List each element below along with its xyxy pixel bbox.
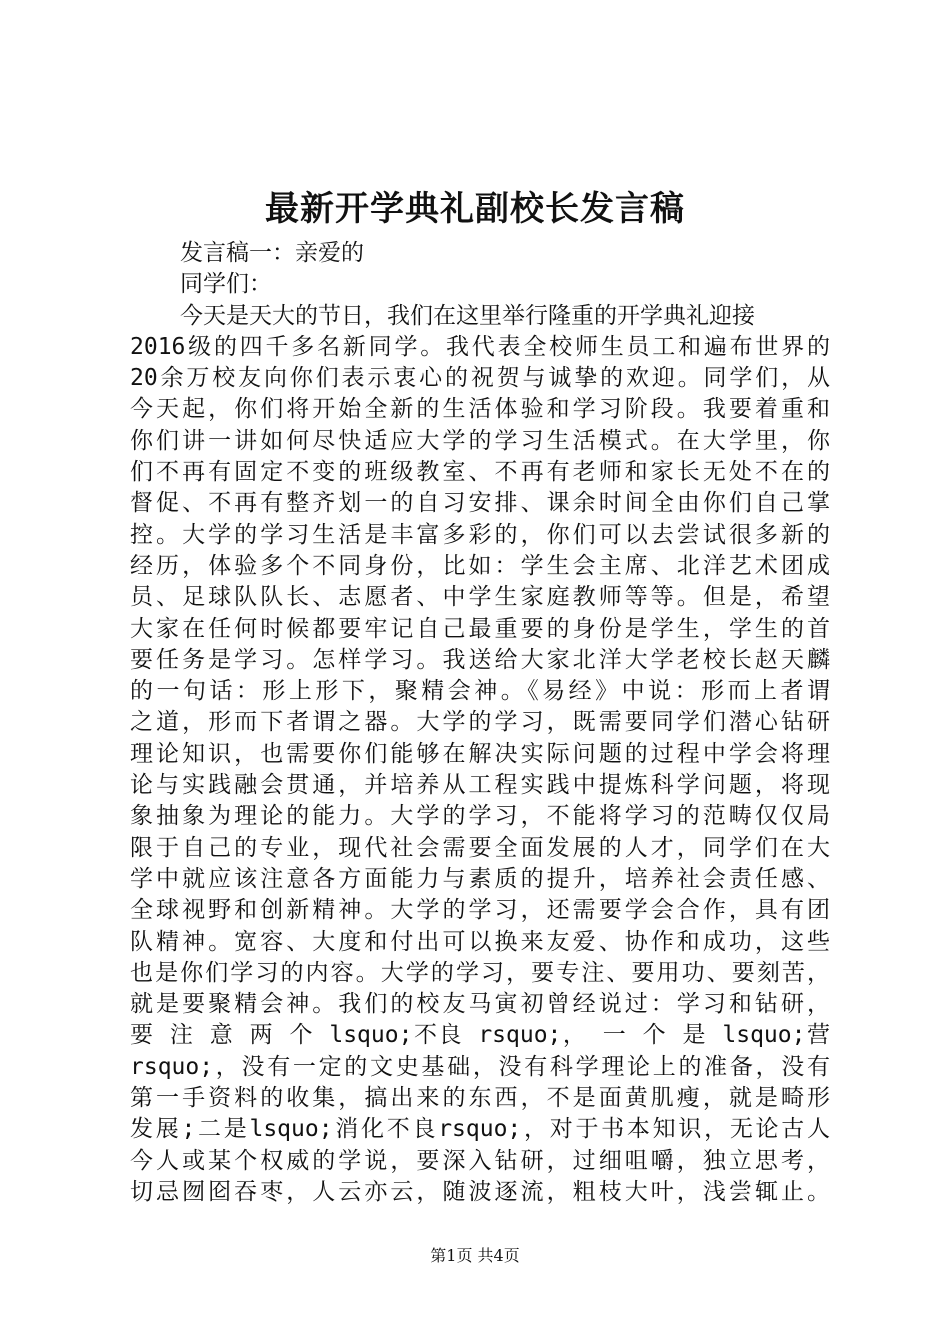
document-title: 最新开学典礼副校长发言稿 bbox=[265, 189, 685, 229]
text-line: 队精神。宽容、大度和付出可以换来友爱、协作和成功，这些 bbox=[130, 928, 830, 955]
text-line: 控。大学的学习生活是丰富多彩的，你们可以去尝试很多新的 bbox=[130, 521, 830, 548]
text-line: 就是要聚精会神。我们的校友马寅初曾经说过：学习和钻研， bbox=[130, 991, 830, 1018]
text-line: 要 注 意 两 个 lsquo;不良 rsquo;， 一 个 是 lsquo;营 bbox=[130, 1022, 830, 1049]
text-line: 切忌囫囵吞枣，人云亦云，随波逐流，粗枝大叶，浅尝辄止。 bbox=[130, 1178, 830, 1205]
text-line: 同学们： bbox=[180, 271, 272, 298]
text-line: 们不再有固定不变的班级教室、不再有老师和家长无处不在的 bbox=[130, 459, 830, 486]
text-line: 今天是天大的节日，我们在这里举行隆重的开学典礼迎接 bbox=[180, 302, 755, 329]
text-line: rsquo;，没有一定的文史基础，没有科学理论上的准备，没有 bbox=[130, 1053, 830, 1080]
text-line: 大家在任何时候都要牢记自己最重要的身份是学生，学生的首 bbox=[130, 615, 830, 642]
text-line: 要任务是学习。怎样学习。我送给大家北洋大学老校长赵天麟 bbox=[130, 646, 830, 673]
text-line: 理论知识，也需要你们能够在解决实际问题的过程中学会将理 bbox=[130, 740, 830, 767]
text-line: 的一句话：形上形下，聚精会神。《易经》中说：形而上者谓 bbox=[130, 678, 830, 705]
text-line: 20余万校友向你们表示衷心的祝贺与诚挚的欢迎。同学们，从 bbox=[130, 365, 830, 392]
text-line: 发展;二是lsquo;消化不良rsquo;，对于书本知识，无论古人 bbox=[130, 1116, 830, 1143]
text-line: 限于自己的专业，现代社会需要全面发展的人才，同学们在大 bbox=[130, 834, 830, 861]
text-line: 你们讲一讲如何尽快适应大学的学习生活模式。在大学里，你 bbox=[130, 427, 830, 454]
text-line: 经历，体验多个不同身份，比如：学生会主席、北洋艺术团成 bbox=[130, 552, 830, 579]
text-line: 督促、不再有整齐划一的自习安排、课余时间全由你们自己掌 bbox=[130, 490, 830, 517]
text-line: 员、足球队队长、志愿者、中学生家庭教师等等。但是，希望 bbox=[130, 584, 830, 611]
text-line: 第一手资料的收集，搞出来的东西，不是面黄肌瘦，就是畸形 bbox=[130, 1085, 830, 1112]
text-line: 全球视野和创新精神。大学的学习，还需要学会合作，具有团 bbox=[130, 897, 830, 924]
text-line: 今人或某个权威的学说，要深入钻研，过细咀嚼，独立思考， bbox=[130, 1147, 830, 1174]
text-line: 论与实践融会贯通，并培养从工程实践中提炼科学问题，将现 bbox=[130, 772, 830, 799]
text-line: 也是你们学习的内容。大学的学习，要专注、要用功、要刻苦， bbox=[130, 959, 830, 986]
text-line: 2016级的四千多名新同学。我代表全校师生员工和遍布世界的 bbox=[130, 333, 830, 360]
text-line: 学中就应该注意各方面能力与素质的提升，培养社会责任感、 bbox=[130, 865, 830, 892]
text-line: 之道，形而下者谓之器。大学的学习，既需要同学们潜心钻研 bbox=[130, 709, 830, 736]
page-number-footer: 第1页 共4页 bbox=[430, 1246, 520, 1265]
text-line: 发言稿一：亲爱的 bbox=[180, 240, 364, 266]
text-line: 今天起，你们将开始全新的生活体验和学习阶段。我要着重和 bbox=[130, 396, 830, 423]
text-line: 象抽象为理论的能力。大学的学习，不能将学习的范畴仅仅局 bbox=[130, 803, 830, 830]
document-body bbox=[130, 238, 830, 1208]
